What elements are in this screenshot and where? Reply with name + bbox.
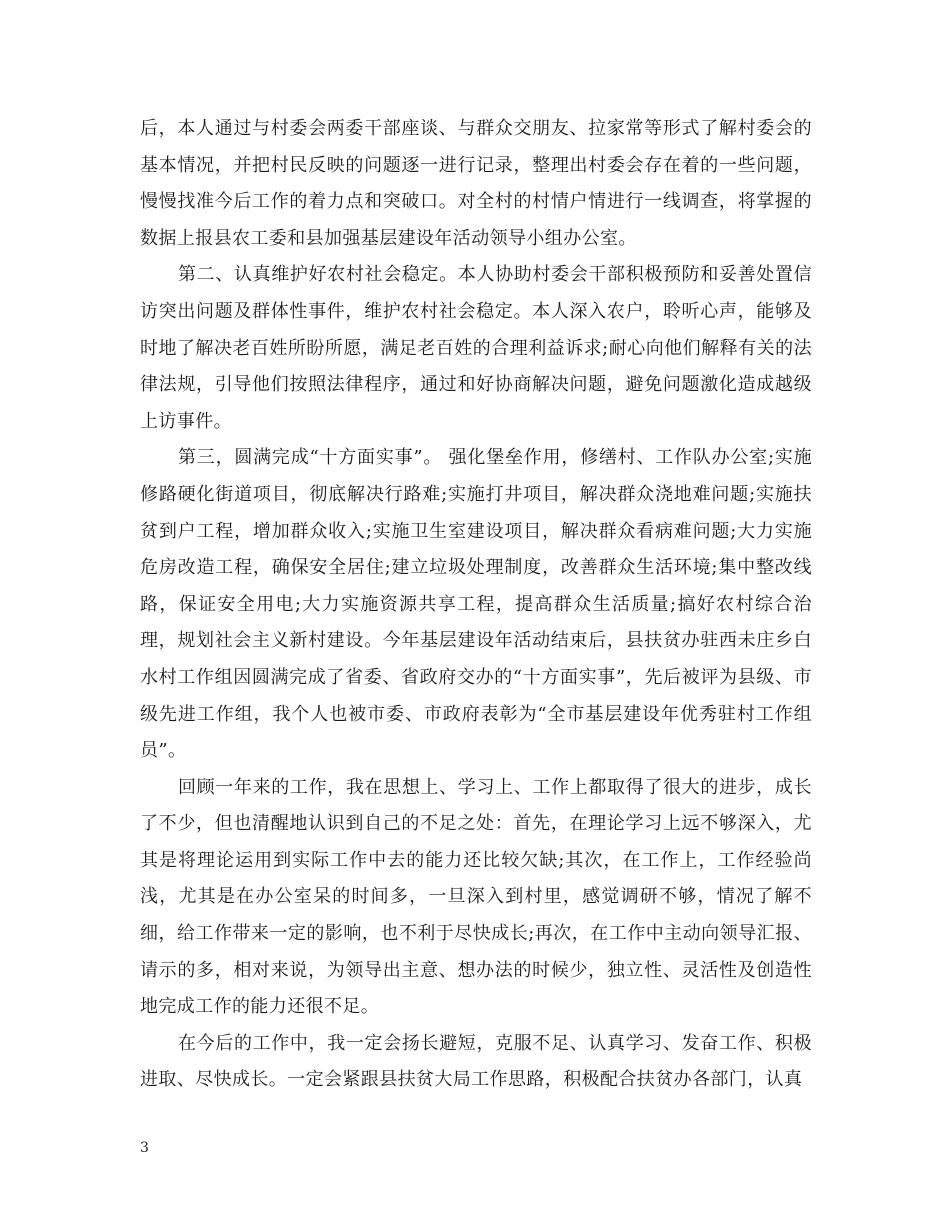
paragraph-continued: 后，本人通过与村委会两委干部座谈、与群众交朋友、拉家常等形式了解村委会的基本情况，并把村民反映的问题逐一进行记录，整理出村委会存在着的一些问题，慢慢找准今后工作的着力点和突破口。对全村的村情户情进行一线调查，将掌握的数据上报县农工委和县加强基层建设年活动领导小组办公室。	[140, 118, 812, 249]
paragraph-ten-tasks: 第三，圆满完成“十方面实事”。 强化堡垒作用，修缮村、工作队办公室;实施修路硬化街道项目，彻底解决行路难;实施打井项目，解决群众浇地难问题;实施扶贫到户工程，增加群众收入;实施卫生室建设项目，解决群众看病难问题;大力实施危房改造工程，确保安全居住;建立垃圾处理制度，改善群众生活环境;集中整改线路，保证安全用电;大力实施资源共享工程，提高群众生活质量;搞好农村综合治理，规划社会主义新村建设。今年基层建设年活动结束后，县扶贫办驻西未庄乡白水村工作组因圆满完成了省委、省政府交办的“十方面实事”，先后被评为县级、市级先进工作组，我个人也被市委、市政府表彰为“全市基层建设年优秀驻村工作组员”。	[140, 447, 812, 762]
paragraph-review: 回顾一年来的工作，我在思想上、学习上、工作上都取得了很大的进步，成长了不少，但也清醒地认识到自己的不足之处：首先，在理论学习上远不够深入，尤其是将理论运用到实际工作中去的能力还比较欠缺;其次，在工作上，工作经验尚浅，尤其是在办公室呆的时间多，一旦深入到村里，感觉调研不够，情况了解不细，给工作带来一定的影响，也不利于尽快成长;再次，在工作中主动向领导汇报、请示的多，相对来说，为领导出主意、想办法的时候少，独立性、灵活性及创造性地完成工作的能力还很不足。	[140, 776, 812, 1018]
paragraph-social-stability: 第二、认真维护好农村社会稳定。本人协助村委会干部积极预防和妥善处置信访突出问题及群体性事件，维护农村社会稳定。本人深入农户，聆听心声，能够及时地了解决老百姓所盼所愿，满足老百姓的合理利益诉求;耐心向他们解释有关的法律法规，引导他们按照法律程序，通过和好协商解决问题，避免问题激化造成越级上访事件。	[140, 264, 812, 432]
body-text	[140, 111, 812, 1099]
page-number: 3	[140, 1140, 149, 1156]
paragraph-future-work: 在今后的工作中，我一定会扬长避短，克服不足、认真学习、发奋工作、积极进取、尽快成长。一定会紧跟县扶贫大局工作思路，积极配合扶贫办各部门，认真	[140, 1032, 812, 1091]
